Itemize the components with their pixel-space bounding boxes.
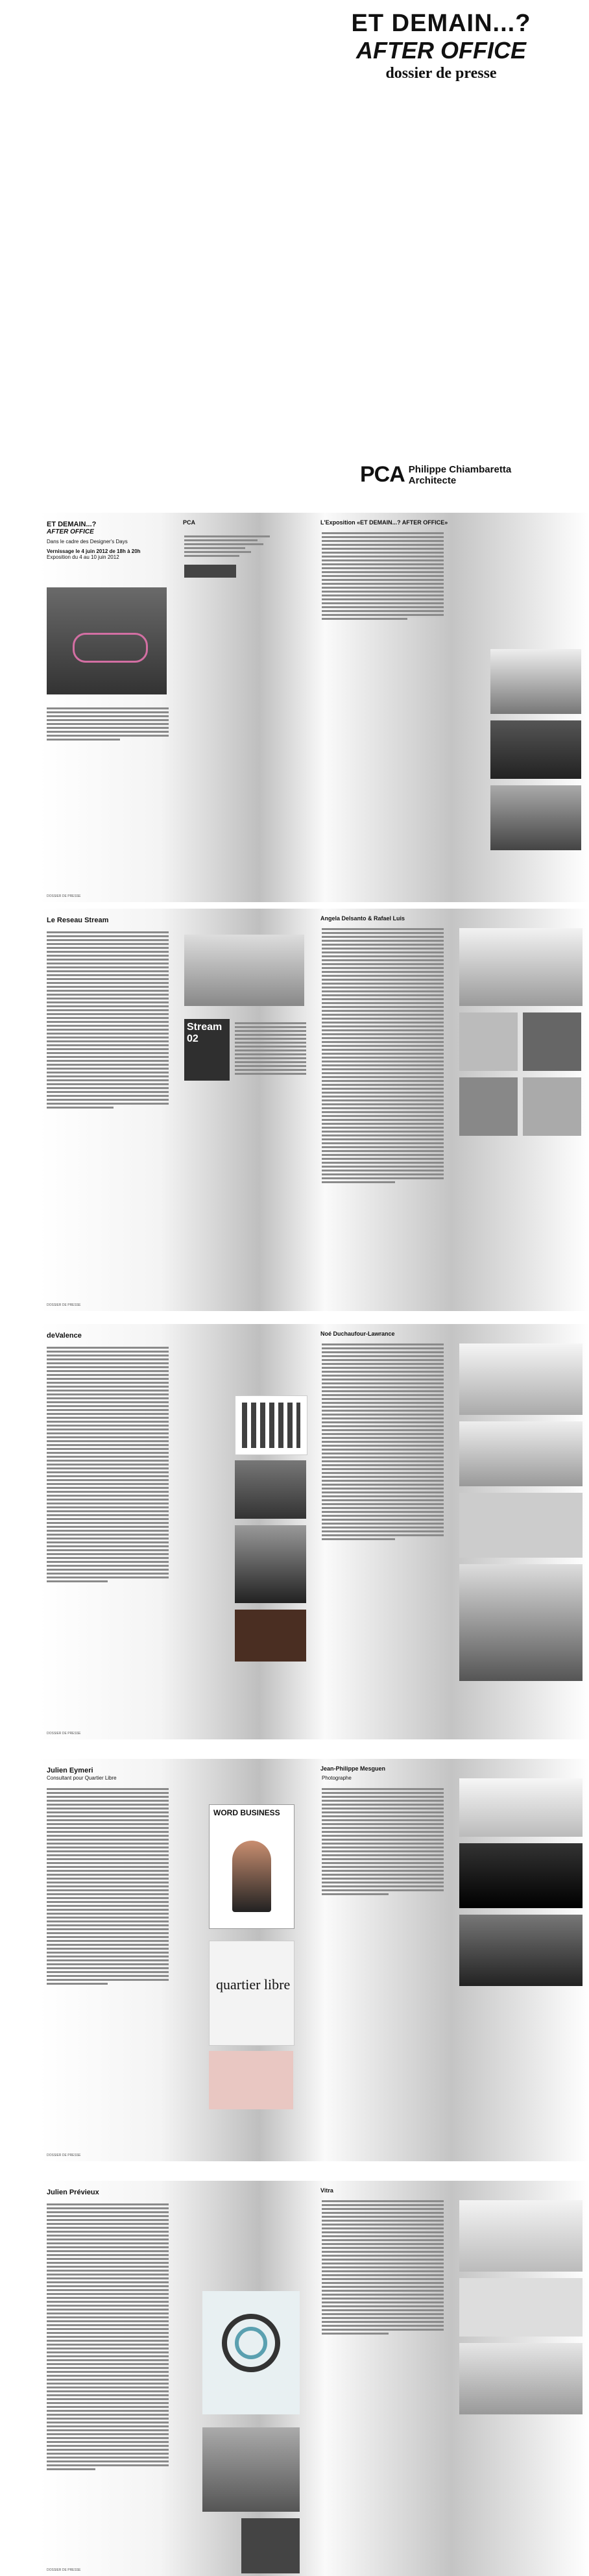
spread2-photo-office <box>184 935 304 1006</box>
spread3-photo-5 <box>459 1421 583 1486</box>
spread3-page-3 <box>314 1324 451 1739</box>
spread5-right-title: Vitra <box>320 2187 333 2194</box>
spread5-footer: DOSSIER DE PRESSE <box>47 2568 81 2572</box>
spread4-page-2 <box>176 1759 314 2161</box>
spread3-left-text <box>47 1347 169 1584</box>
spread1-page-1 <box>39 513 176 902</box>
spread1-footer: DOSSIER DE PRESSE <box>47 894 81 898</box>
spread2-page-2 <box>176 909 314 1311</box>
spread2-footer: DOSSIER DE PRESSE <box>47 1303 81 1307</box>
spread3-photo-2 <box>235 1525 306 1603</box>
spread1-photo-1 <box>490 649 581 714</box>
stream-book-cover <box>184 1019 230 1081</box>
logo-name-line2: Architecte <box>408 474 457 486</box>
spread5-page-1 <box>39 2181 176 2576</box>
spread1-page-3 <box>314 513 451 902</box>
spread-5 <box>39 2181 589 2576</box>
spread4-left-text <box>47 1788 169 1987</box>
spread5-left-title: Julien Prévieux <box>47 2189 99 2196</box>
spread3-right-text <box>322 1343 444 1542</box>
spread5-left-text <box>47 2203 169 2472</box>
spread2-left-title: Le Reseau Stream <box>47 916 109 924</box>
spread2-photo-4 <box>459 1077 518 1136</box>
spread5-photo-2 <box>241 2518 300 2573</box>
spread1-subtitle: AFTER OFFICE <box>47 528 94 535</box>
spread2-left-text <box>47 931 169 1110</box>
spread1-right-title: L'Exposition «ET DEMAIN...? AFTER OFFICE» <box>320 519 448 526</box>
spread3-page-4 <box>451 1324 589 1739</box>
spread3-photo-7 <box>459 1564 583 1681</box>
spread3-photo-1 <box>235 1460 306 1519</box>
spread2-right-title: Angela Delsanto & Rafael Luis <box>320 915 405 922</box>
cover-subtitle: AFTER OFFICE <box>356 37 526 64</box>
spread2-right-text <box>322 928 444 1185</box>
spread1-dates: Vernissage le 4 juin 2012 de 18h à 20h <box>47 548 141 554</box>
spread3-photo-6 <box>459 1493 583 1558</box>
stream-book-title: Stream 02 <box>187 1022 222 1044</box>
circle-graphic-inner <box>235 2327 267 2359</box>
spread4-photo-3 <box>459 1915 583 1986</box>
spread2-page-1 <box>39 909 176 1311</box>
spread4-right-text <box>322 1788 444 1897</box>
word-business-book <box>209 1804 294 1929</box>
spread-4 <box>39 1759 589 2161</box>
spread2-page-4 <box>451 909 589 1311</box>
spread3-right-title: Noé Duchaufour-Lawrance <box>320 1331 395 1337</box>
cover-title: ET DEMAIN...? <box>351 10 531 37</box>
spread5-photo-4 <box>459 2278 583 2337</box>
logo-name-line1: Philippe Chiambaretta <box>408 463 512 475</box>
spread3-photo-4 <box>459 1343 583 1415</box>
spread1-page-2 <box>176 513 314 902</box>
portrait <box>232 1841 271 1912</box>
spread2-photo-1 <box>459 928 583 1006</box>
spread1-photo-2 <box>490 720 581 779</box>
quartier-libre-logo: quartier libre <box>216 1976 291 1993</box>
spread1-right-text <box>322 532 444 622</box>
quartier-libre-card <box>209 1941 294 2046</box>
spread1-photo-bike <box>47 587 167 694</box>
spread-1 <box>39 513 589 902</box>
spread4-right-sub: Photographe <box>322 1775 352 1781</box>
spread5-photo-3 <box>459 2200 583 2272</box>
spread-3 <box>39 1324 589 1739</box>
spread5-right-text <box>322 2200 444 2337</box>
spread4-right-title: Jean-Philippe Mesguen <box>320 1765 386 1772</box>
spread3-type-specimen <box>235 1395 307 1455</box>
spread1-photo-3 <box>490 785 581 850</box>
spread5-page-3 <box>314 2181 451 2576</box>
spread4-page-3 <box>314 1759 451 2161</box>
spread1-title: ET DEMAIN...? <box>47 521 97 528</box>
spread5-page-4 <box>451 2181 589 2576</box>
spread4-footer: DOSSIER DE PRESSE <box>47 2153 81 2157</box>
spread5-photo-1 <box>202 2427 300 2512</box>
spread3-page-1 <box>39 1324 176 1739</box>
spread3-page-2 <box>176 1324 314 1739</box>
spread1-body-text <box>47 707 169 742</box>
spread4-left-sub: Consultant pour Quartier Libre <box>47 1775 117 1781</box>
spread1-credits <box>184 535 306 559</box>
spread4-page-4 <box>451 1759 589 2161</box>
spread4-left-title: Julien Eymeri <box>47 1767 93 1774</box>
spread3-left-title: deValence <box>47 1332 82 1340</box>
cover-title-block <box>311 9 571 83</box>
cover-page <box>0 0 589 506</box>
spread-2 <box>39 909 589 1311</box>
spread4-photo-pink <box>209 2051 293 2109</box>
sponsor-logo <box>184 565 236 578</box>
spread2-photo-3 <box>523 1012 581 1071</box>
spread2-photo-5 <box>523 1077 581 1136</box>
spread5-poster <box>202 2291 300 2414</box>
spread1-page-4 <box>451 513 589 902</box>
spread3-footer: DOSSIER DE PRESSE <box>47 1732 81 1736</box>
bike-frame-shape <box>73 633 148 663</box>
cover-doc-label: dossier de presse <box>385 65 497 82</box>
logo-mark: PCA <box>360 462 405 487</box>
spread4-page-1 <box>39 1759 176 2161</box>
spread4-photo-2 <box>459 1843 583 1908</box>
word-business-title: WORD BUSINESS <box>213 1808 280 1817</box>
spread5-photo-5 <box>459 2343 583 2414</box>
stream-book-info <box>235 1022 306 1077</box>
spread1-brand: PCA <box>183 519 196 526</box>
spread4-photo-1 <box>459 1778 583 1837</box>
spread5-page-2 <box>176 2181 314 2576</box>
spread1-expo: Exposition du 4 au 10 juin 2012 <box>47 554 119 560</box>
pca-logo <box>360 462 511 487</box>
spread3-photo-3 <box>235 1610 306 1662</box>
spread1-lead: Dans le cadre des Designer's Days <box>47 539 128 545</box>
spread2-photo-2 <box>459 1012 518 1071</box>
spread2-page-3 <box>314 909 451 1311</box>
